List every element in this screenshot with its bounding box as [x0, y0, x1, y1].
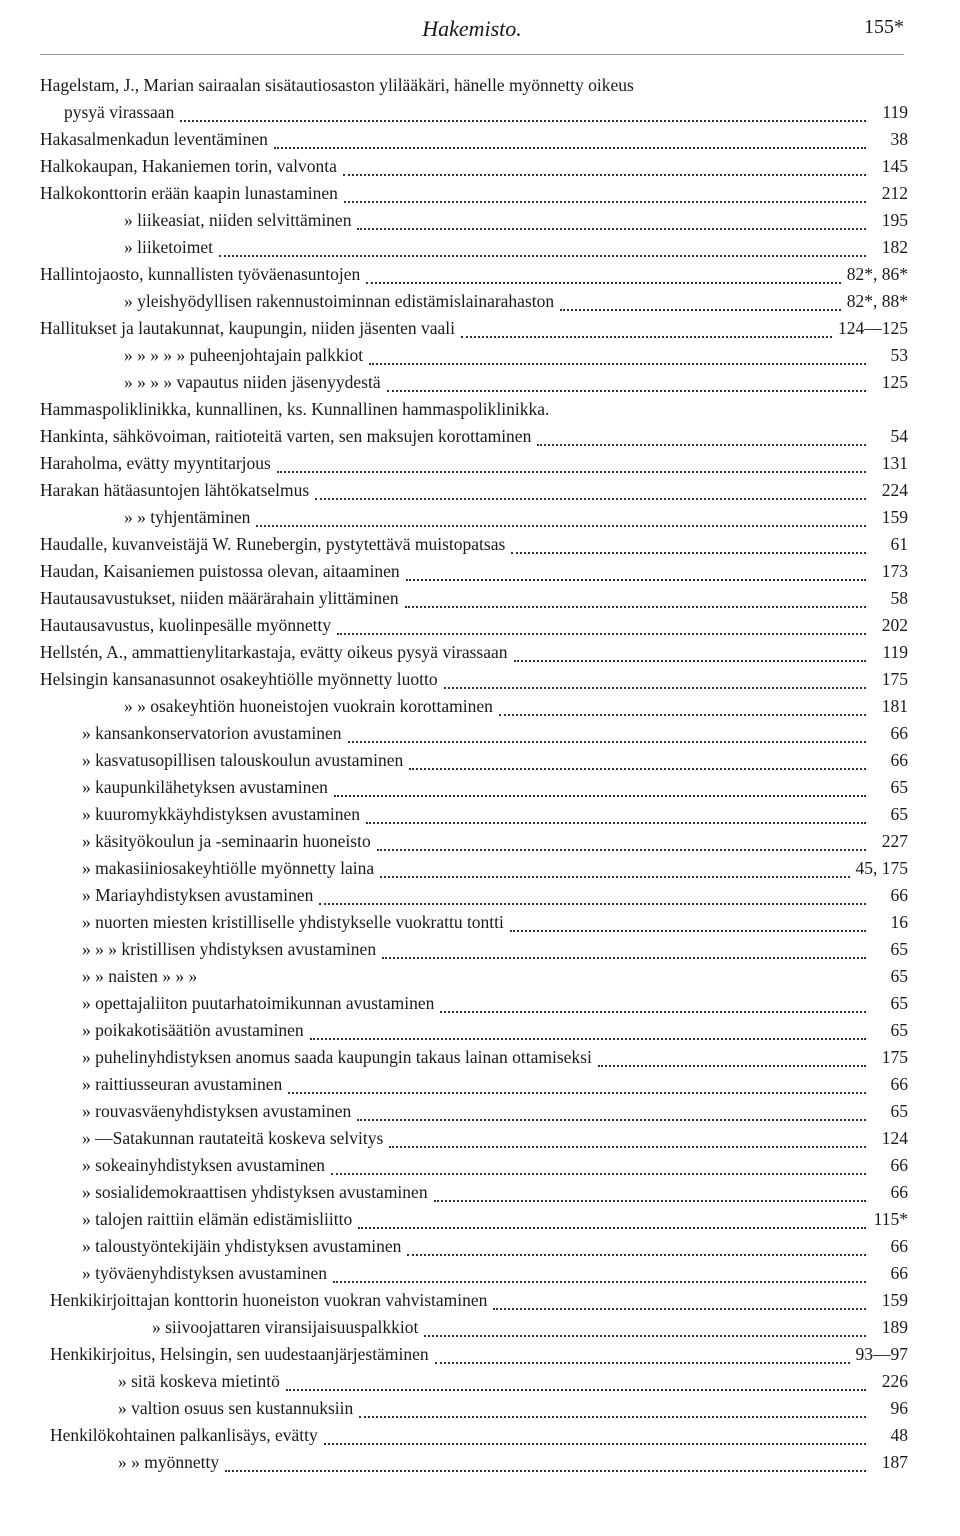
index-entry	[40, 153, 908, 180]
dot-leader	[286, 1381, 866, 1391]
entry-pages: 66	[890, 1263, 908, 1283]
entry-text: » raittiusseuran avustaminen	[82, 1074, 283, 1094]
dot-leader	[203, 977, 866, 985]
entry-text: » sokeainyhdistyksen avustaminen	[82, 1155, 326, 1175]
entry-text: Hellstén, A., ammattienylitarkastaja, evätty oikeus pysyä virassaan	[40, 642, 508, 662]
index-entry	[40, 288, 908, 315]
entry-text: » » myönnetty	[118, 1452, 220, 1472]
page-header	[40, 14, 904, 46]
entry-pages: 65	[890, 993, 908, 1013]
index-entry	[40, 774, 908, 801]
page-title: Hakemisto.	[422, 16, 522, 41]
entry-pages: 16	[890, 912, 908, 932]
entry-pages: 119	[882, 642, 908, 662]
page-number: 155*	[864, 16, 904, 38]
entry-pages: 145	[881, 156, 908, 176]
entry-text: Hakasalmenkadun leventäminen	[40, 129, 268, 149]
dot-leader	[358, 1219, 866, 1229]
index-entry	[40, 1044, 908, 1071]
entry-pages: 45, 175	[855, 858, 908, 878]
entry-text: » rouvasväenyhdistyksen avustaminen	[82, 1101, 352, 1121]
dot-leader	[366, 274, 840, 284]
index-entry	[40, 1287, 908, 1314]
entry-pages: 82*, 86*	[846, 264, 908, 284]
entry-text: » kasvatusopillisen talouskoulun avustaminen	[82, 750, 404, 770]
entry-text: Haudan, Kaisaniemen puistossa olevan, aitaaminen	[40, 561, 400, 581]
index-entry	[40, 1071, 908, 1098]
entry-text: » makasiiniosakeyhtiölle myönnetty laina	[82, 858, 375, 878]
entry-pages: 195	[881, 210, 908, 230]
index-entry	[40, 1098, 908, 1125]
dot-leader	[405, 598, 866, 608]
entry-text: » talojen raittiin elämän edistämisliitto	[82, 1209, 353, 1229]
dot-leader	[537, 436, 866, 446]
entry-text: » kuuromykkäyhdistyksen avustaminen	[82, 804, 361, 824]
entry-text: Hagelstam, J., Marian sairaalan sisätautiosaston ylilääkäri, hänelle myönnetty oikeus	[40, 75, 634, 95]
index-entry	[40, 126, 908, 153]
entry-text: Hautausavustus, kuolinpesälle myönnetty	[40, 615, 332, 635]
entry-pages: 65	[890, 777, 908, 797]
entry-text: Haraholma, evätty myyntitarjous	[40, 453, 271, 473]
entry-pages: 66	[890, 723, 908, 743]
entry-text: » työväenyhdistyksen avustaminen	[82, 1263, 327, 1283]
index-entry	[40, 828, 908, 855]
entry-pages: 93—97	[855, 1344, 908, 1364]
index-entry	[40, 882, 908, 909]
entry-text: Harakan hätäasuntojen lähtökatselmus	[40, 480, 310, 500]
dot-leader	[424, 1327, 866, 1337]
dot-leader	[319, 895, 866, 905]
index-entry	[40, 639, 908, 666]
dot-leader	[315, 490, 866, 500]
entry-text: » yleishyödyllisen rakennustoiminnan edistämislainarahaston	[124, 291, 555, 311]
index-entry	[40, 1314, 908, 1341]
entry-text: » taloustyöntekijäin yhdistyksen avustaminen	[82, 1236, 402, 1256]
dot-leader	[380, 868, 849, 878]
dot-leader	[344, 193, 866, 203]
entry-pages: 227	[881, 831, 908, 851]
entry-pages: 54	[890, 426, 908, 446]
entry-text: Henkilökohtainen palkanlisäys, evätty	[50, 1425, 318, 1445]
entry-text: » kaupunkilähetyksen avustaminen	[82, 777, 328, 797]
index-entry	[40, 450, 908, 477]
dot-leader	[334, 787, 866, 797]
entry-pages: 65	[890, 966, 908, 986]
entry-text: » valtion osuus sen kustannuksiin	[118, 1398, 354, 1418]
dot-leader	[499, 706, 866, 716]
entry-text: » sosialidemokraattisen yhdistyksen avustaminen	[82, 1182, 428, 1202]
dot-leader	[333, 1273, 866, 1283]
entry-text: » liikeasiat, niiden selvittäminen	[124, 210, 352, 230]
dot-leader	[598, 1057, 866, 1067]
dot-leader	[409, 760, 866, 770]
index-entry	[40, 720, 908, 747]
entry-pages: 224	[881, 480, 908, 500]
entry-pages: 124—125	[838, 318, 908, 338]
dot-leader	[366, 814, 866, 824]
entry-text: Helsingin kansanasunnot osakeyhtiölle myönnetty luotto	[40, 669, 438, 689]
dot-leader	[440, 1003, 866, 1013]
index-entry	[40, 1017, 908, 1044]
dot-leader	[560, 301, 841, 311]
index-entry	[40, 693, 908, 720]
index-entry	[40, 747, 908, 774]
index-entry	[40, 1395, 908, 1422]
entry-text: » » » kristillisen yhdistyksen avustaminen	[82, 939, 377, 959]
entry-pages: 226	[881, 1371, 908, 1391]
dot-leader	[389, 1138, 866, 1148]
entry-pages: 96	[890, 1398, 908, 1418]
entry-pages: 66	[890, 1074, 908, 1094]
entry-pages: 181	[881, 696, 908, 716]
entry-text: » nuorten miesten kristilliselle yhdistykselle vuokrattu tontti	[82, 912, 504, 932]
index-entry	[40, 531, 908, 558]
entry-text: » —Satakunnan rautateitä koskeva selvitys	[82, 1128, 384, 1148]
index-entry	[40, 342, 908, 369]
entry-pages: 66	[890, 1236, 908, 1256]
dot-leader	[337, 625, 866, 635]
dot-leader	[407, 1246, 866, 1256]
entry-pages: 61	[890, 534, 908, 554]
entry-pages: 182	[881, 237, 908, 257]
entry-text: » » » » » puheenjohtajain palkkiot	[124, 345, 364, 365]
entry-text: » opettajaliiton puutarhatoimikunnan avustaminen	[82, 993, 435, 1013]
dot-leader	[493, 1300, 866, 1310]
dot-leader	[357, 220, 866, 230]
index-entry	[40, 936, 908, 963]
dot-leader	[180, 112, 866, 122]
dot-leader	[256, 517, 866, 527]
entry-pages: 38	[890, 129, 908, 149]
entry-pages: 125	[881, 372, 908, 392]
index-entry	[40, 1179, 908, 1206]
index-entry	[40, 207, 908, 234]
entry-pages: 119	[882, 102, 908, 122]
index-entry	[40, 1422, 908, 1449]
entry-pages: 115*	[873, 1209, 908, 1229]
entry-pages: 65	[890, 804, 908, 824]
index-entry	[40, 612, 908, 639]
entry-pages: 65	[890, 939, 908, 959]
entry-text: » siivoojattaren viransijaisuuspalkkiot	[152, 1317, 419, 1337]
dot-leader	[288, 1084, 866, 1094]
index-entry	[40, 585, 908, 612]
entry-pages: 212	[881, 183, 908, 203]
entry-text: » sitä koskeva mietintö	[118, 1371, 280, 1391]
entry-pages: 175	[881, 669, 908, 689]
dot-leader	[511, 544, 866, 554]
entry-text: Hautausavustukset, niiden määrärahain ylittäminen	[40, 588, 399, 608]
entry-text: » käsityökoulun ja -seminaarin huoneisto	[82, 831, 371, 851]
header-rule	[40, 54, 904, 55]
entry-pages: 66	[890, 885, 908, 905]
entry-text: » kansankonservatorion avustaminen	[82, 723, 342, 743]
entry-text: Halkokaupan, Hakaniemen torin, valvonta	[40, 156, 337, 176]
dot-leader	[348, 733, 866, 743]
entry-text: » » naisten » » »	[82, 966, 198, 986]
index-entry	[40, 1341, 908, 1368]
entry-text: » poikakotisäätiön avustaminen	[82, 1020, 304, 1040]
dot-leader	[357, 1111, 866, 1121]
index-entry	[40, 1260, 908, 1287]
entry-text: Henkikirjoittajan konttorin huoneiston vuokran vahvistaminen	[50, 1290, 488, 1310]
entry-pages: 82*, 88*	[846, 291, 908, 311]
entry-pages: 202	[881, 615, 908, 635]
index-entry	[40, 990, 908, 1017]
entry-text: Hallitukset ja lautakunnat, kaupungin, niiden jäsenten vaali	[40, 318, 456, 338]
entry-pages: 65	[890, 1101, 908, 1121]
index-entry	[40, 963, 908, 990]
entry-text: » » tyhjentäminen	[124, 507, 251, 527]
index-entry	[40, 72, 908, 99]
entry-pages: 66	[890, 750, 908, 770]
entry-text: » liiketoimet	[124, 237, 213, 257]
index-entry	[40, 666, 908, 693]
dot-leader	[310, 1030, 866, 1040]
entry-text: » Mariayhdistyksen avustaminen	[82, 885, 314, 905]
entry-pages: 48	[890, 1425, 908, 1445]
dot-leader	[435, 1354, 850, 1364]
entry-text: Halkokonttorin erään kaapin lunastaminen	[40, 183, 338, 203]
index-entry	[40, 1125, 908, 1152]
dot-leader	[387, 382, 866, 392]
dot-leader	[434, 1192, 866, 1202]
dot-leader	[382, 949, 866, 959]
entry-text: Haudalle, kuvanveistäjä W. Runebergin, pystytettävä muistopatsas	[40, 534, 506, 554]
entry-text: » puhelinyhdistyksen anomus saada kaupungin takaus lainan ottamiseksi	[82, 1047, 592, 1067]
dot-leader	[510, 922, 866, 932]
index-entry	[40, 801, 908, 828]
index-entry	[40, 234, 908, 261]
dot-leader	[377, 841, 866, 851]
index-list	[40, 72, 908, 1476]
entry-pages: 175	[881, 1047, 908, 1067]
index-entry	[40, 369, 908, 396]
dot-leader	[274, 139, 866, 149]
index-entry	[40, 504, 908, 531]
dot-leader	[331, 1165, 866, 1175]
dot-leader	[555, 410, 866, 418]
dot-leader	[444, 679, 866, 689]
entry-pages: 66	[890, 1155, 908, 1175]
entry-text: Hankinta, sähkövoiman, raitioteitä varten, sen maksujen korottaminen	[40, 426, 532, 446]
entry-text: Hallintojaosto, kunnallisten työväenasuntojen	[40, 264, 361, 284]
dot-leader	[514, 652, 866, 662]
index-entry	[40, 1368, 908, 1395]
entry-pages: 187	[881, 1452, 908, 1472]
dot-leader	[219, 247, 866, 257]
dot-leader	[343, 166, 866, 176]
index-entry	[40, 909, 908, 936]
entry-text: pysyä virassaan	[64, 102, 175, 122]
index-entry	[40, 855, 908, 882]
entry-pages: 159	[881, 507, 908, 527]
index-entry	[40, 477, 908, 504]
dot-leader	[640, 86, 866, 94]
entry-text: Henkikirjoitus, Helsingin, sen uudestaanjärjestäminen	[50, 1344, 429, 1364]
entry-pages: 124	[881, 1128, 908, 1148]
entry-pages: 189	[881, 1317, 908, 1337]
index-entry	[40, 99, 908, 126]
dot-leader	[369, 355, 866, 365]
entry-text: Hammaspoliklinikka, kunnallinen, ks. Kunnallinen hammaspoliklinikka.	[40, 399, 550, 419]
entry-pages: 159	[881, 1290, 908, 1310]
index-entry	[40, 1206, 908, 1233]
entry-pages: 131	[881, 453, 908, 473]
entry-text: » » » » vapautus niiden jäsenyydestä	[124, 372, 381, 392]
entry-pages: 65	[890, 1020, 908, 1040]
dot-leader	[277, 463, 866, 473]
dot-leader	[359, 1408, 866, 1418]
index-entry	[40, 315, 908, 342]
dot-leader	[324, 1435, 866, 1445]
entry-pages: 53	[890, 345, 908, 365]
index-entry	[40, 558, 908, 585]
index-entry	[40, 180, 908, 207]
entry-pages: 173	[881, 561, 908, 581]
index-entry	[40, 1449, 908, 1476]
index-entry	[40, 396, 908, 423]
index-entry	[40, 423, 908, 450]
dot-leader	[225, 1462, 866, 1472]
index-entry	[40, 1233, 908, 1260]
entry-pages: 58	[890, 588, 908, 608]
dot-leader	[461, 328, 832, 338]
entry-text: » » osakeyhtiön huoneistojen vuokrain korottaminen	[124, 696, 493, 716]
dot-leader	[406, 571, 866, 581]
index-entry	[40, 261, 908, 288]
entry-pages: 66	[890, 1182, 908, 1202]
index-entry	[40, 1152, 908, 1179]
